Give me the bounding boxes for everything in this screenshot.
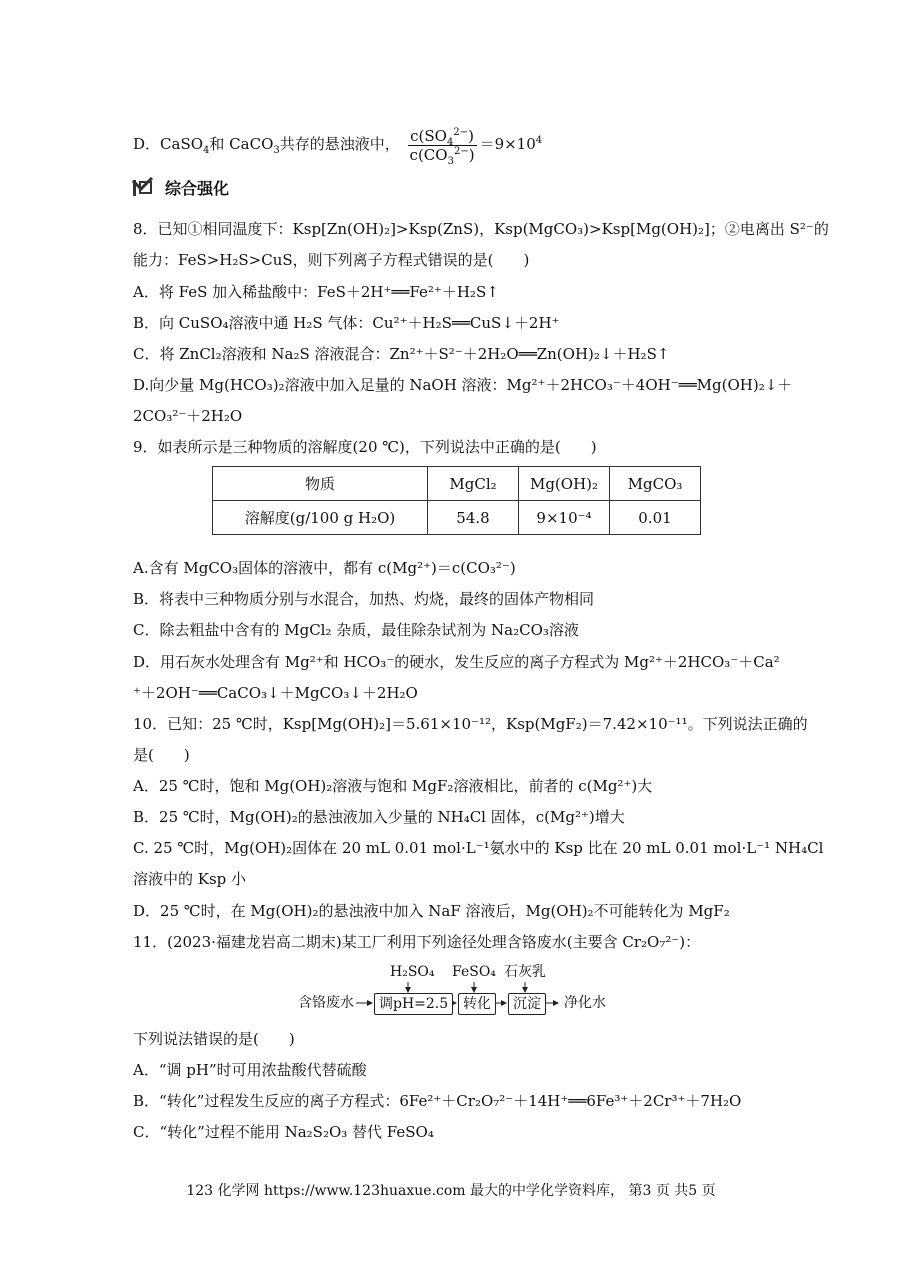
- table-header: Mg(OH)₂: [519, 467, 610, 501]
- q8-option-d-1: D.向少量 Mg(HCO₃)₂溶液中加入足量的 NaOH 溶液：Mg²⁺＋2HCO₃⁻＋4OH⁻══Mg(OH)₂↓＋: [133, 376, 793, 394]
- flow-reagent-lime: 石灰乳: [504, 964, 546, 980]
- table-header: MgCO₃: [610, 467, 701, 501]
- q8-option-a: A．将 FeS 加入稀盐酸中：FeS＋2H⁺══Fe²⁺＋H₂S↑: [133, 283, 499, 301]
- q11-option-b: B．“转化”过程发生反应的离子方程式：6Fe²⁺＋Cr₂O₇²⁻＋14H⁺══6Fe³⁺＋2Cr³⁺＋7H₂O: [133, 1092, 742, 1110]
- q8-stem-1: 8．已知①相同温度下：Ksp[Zn(OH)₂]>Ksp(ZnS)，Ksp(MgCO₃)>Ksp[Mg(OH)₂]；②电离出 S²⁻的: [133, 220, 829, 238]
- q8-option-b: B．向 CuSO₄溶液中通 H₂S 气体：Cu²⁺＋H₂S══CuS↓＋2H⁺: [133, 314, 560, 332]
- q10-stem-2: 是( ): [133, 746, 190, 764]
- q9-option-b: B．将表中三种物质分别与水混合，加热、灼烧，最终的固体产物相同: [133, 590, 595, 608]
- q9-option-d-1: D．用石灰水处理含有 Mg²⁺和 HCO₃⁻的硬水，发生反应的离子方程式为 Mg²⁺＋2HCO₃⁻＋Ca²: [133, 653, 780, 671]
- table-cell: 9×10⁻⁴: [519, 501, 610, 535]
- q11-option-c: C．“转化”过程不能用 Na₂S₂O₃ 替代 FeSO₄: [133, 1123, 434, 1141]
- flow-reagent-h2so4: H₂SO₄: [390, 964, 435, 980]
- flow-end: 净化水: [564, 995, 606, 1011]
- q9-option-d-2: ⁺＋2OH⁻══CaCO₃↓＋MgCO₃↓＋2H₂O: [133, 684, 418, 702]
- q10-option-d: D．25 ℃时，在 Mg(OH)₂的悬浊液中加入 NaF 溶液后，Mg(OH)₂不可能转化为 MgF₂: [133, 902, 730, 920]
- q7-option-d: D．CaSO$_4$和 CaCO$_3$共存的悬浊液中， $\frac{c(SO_4^{2-})}{c(CO_3^{2-})}$ $=9\times 10^4$: [133, 126, 543, 167]
- process-flow-diagram: [298, 962, 618, 1022]
- table-cell: 54.8: [428, 501, 519, 535]
- flow-start: 含铬废水: [298, 995, 354, 1011]
- q11-option-a: A．“调 pH”时可用浓盐酸代替硫酸: [133, 1061, 367, 1079]
- section-title: 综合强化: [165, 179, 230, 198]
- table-cell: 0.01: [610, 501, 701, 535]
- q11-sub-stem: 下列说法错误的是( ): [133, 1030, 295, 1048]
- q10-option-b: B．25 ℃时，Mg(OH)₂的悬浊液加入少量的 NH₄Cl 固体，c(Mg²⁺)增大: [133, 808, 625, 826]
- q10-option-c-1: C. 25 ℃时，Mg(OH)₂固体在 20 mL 0.01 mol·L⁻¹氨水中的 Ksp 比在 20 mL 0.01 mol·L⁻¹ NH₄Cl: [133, 839, 824, 857]
- q8-option-c: C．将 ZnCl₂溶液和 Na₂S 溶液混合：Zn²⁺＋S²⁻＋2H₂O══Zn(OH)₂↓＋H₂S↑: [133, 345, 670, 363]
- table-header: 物质: [213, 467, 428, 501]
- check-box-icon: [133, 178, 155, 198]
- q7-fraction: $\frac{c(SO_4^{2-})}{c(CO_3^{2-})}$: [409, 126, 475, 167]
- q8-option-d-2: 2CO₃²⁻＋2H₂O: [133, 407, 243, 425]
- flow-step-precipitation: 沉淀: [508, 993, 546, 1015]
- q10-stem-1: 10．已知：25 ℃时，Ksp[Mg(OH)₂]＝5.61×10⁻¹²，Ksp(MgF₂)＝7.42×10⁻¹¹。下列说法正确的: [133, 715, 808, 733]
- q11-stem: 11．(2023·福建龙岩高二期末)某工厂利用下列途径处理含铬废水(主要含 Cr₂O₇²⁻)：: [133, 933, 701, 951]
- q9-option-c: C．除去粗盐中含有的 MgCl₂ 杂质，最佳除杂试剂为 Na₂CO₃溶液: [133, 621, 579, 639]
- q10-option-c-2: 溶液中的 Ksp 小: [133, 870, 247, 888]
- q9-stem: 9．如表所示是三种物质的溶解度(20 ℃)，下列说法中正确的是( ): [133, 438, 597, 456]
- table-header: MgCl₂: [428, 467, 519, 501]
- table-header-row: [213, 467, 701, 501]
- table-cell: 溶解度(g/100 g H₂O): [213, 501, 428, 535]
- page-footer: 123 化学网 https://www.123huaxue.com 最大的中学化学资料库， 第3 页 共5 页: [186, 1183, 716, 1199]
- flow-step-adjust-ph: 调pH=2.5: [374, 993, 453, 1015]
- solubility-table: [212, 466, 701, 535]
- q9-option-a: A.含有 MgCO₃固体的溶液中，都有 c(Mg²⁺)＝c(CO₃²⁻): [133, 559, 516, 577]
- section-header: [133, 176, 229, 199]
- flow-step-conversion: 转化: [458, 993, 496, 1015]
- flow-reagent-feso4: FeSO₄: [452, 964, 496, 980]
- table-row: [213, 501, 701, 535]
- q8-stem-2: 能力：FeS>H₂S>CuS，则下列离子方程式错误的是( ): [133, 251, 530, 269]
- q10-option-a: A．25 ℃时，饱和 Mg(OH)₂溶液与饱和 MgF₂溶液相比，前者的 c(Mg²⁺)大: [133, 777, 653, 795]
